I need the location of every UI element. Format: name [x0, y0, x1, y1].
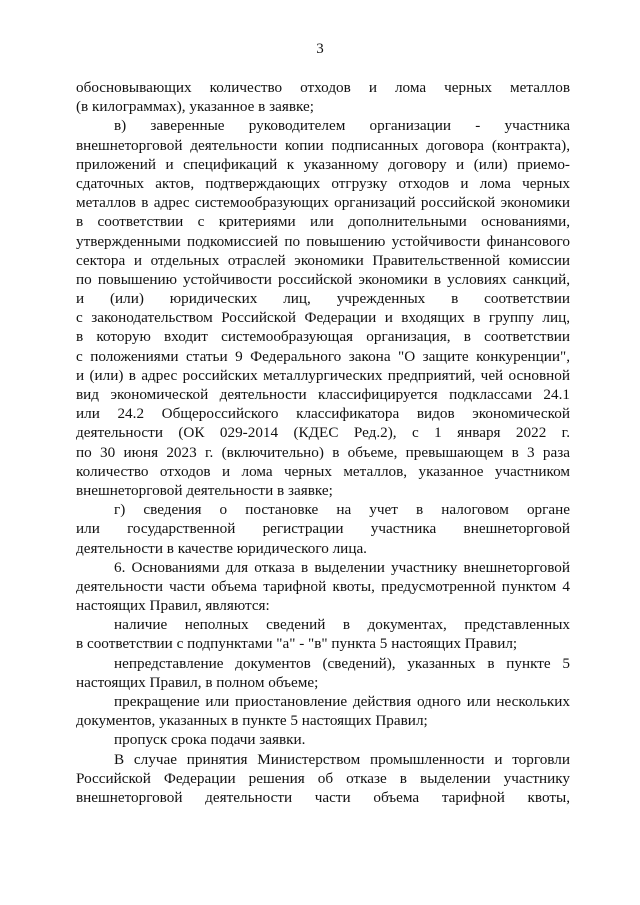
text-line: в которую входит системообразующая организация, в соответствии [76, 328, 570, 346]
text-line: внешнеторговой деятельности части объема тарифной квоты, [76, 788, 570, 806]
text-line: в соответствии с подпунктами "а" - "в" пункта 5 настоящих Правил; [76, 635, 518, 653]
text-line: или 24.2 Общероссийского классификатора видов экономической [76, 405, 570, 423]
paragraph [76, 78, 570, 116]
text-line: металлов в адрес системообразующих организаций российской экономики [76, 194, 570, 212]
text-line: по повышению устойчивости российской экономики в условиях санкций, [76, 270, 570, 288]
text-line: настоящих Правил, в полном объеме; [76, 673, 319, 691]
text-line: по 30 июня 2023 г. (включительно) в объеме, превышающем в 3 раза [76, 443, 570, 461]
text-line: сдаточных актов, подтверждающих отгрузку отходов и лома черных [76, 174, 570, 192]
text-line: (в килограммах), указанное в заявке; [76, 98, 314, 116]
text-line: с положениями статьи 9 Федерального закона "О защите конкуренции", [76, 347, 570, 365]
text-line: утвержденными подкомиссией по повышению устойчивости финансового [76, 232, 570, 250]
text-line: внешнеторговой деятельности в заявке; [76, 481, 333, 499]
paragraph [76, 730, 570, 749]
text-line: деятельности (ОК 029-2014 (КДЕС Ред.2), с 1 января 2022 г. [76, 424, 570, 442]
paragraph [76, 692, 570, 730]
paragraph [76, 750, 570, 808]
text-line: наличие неполных сведений в документах, представленных [114, 616, 570, 634]
text-line: приложений и спецификаций к указанному договору и (или) приемо- [76, 155, 570, 173]
text-line: обосновывающих количество отходов и лома черных металлов [76, 79, 570, 96]
text-line: и (или) в адрес российских металлургических предприятий, чей основной [76, 366, 570, 384]
document-body [76, 78, 570, 807]
paragraph [76, 654, 570, 692]
text-line: в соответствии с критериями или дополнительными основаниями, [76, 213, 570, 231]
text-line: 6. Основаниями для отказа в выделении участнику внешнеторговой [114, 558, 570, 576]
text-line: деятельности в качестве юридического лица. [76, 539, 367, 557]
text-line: вид экономической деятельности классифицируется подклассами 24.1 [76, 386, 570, 403]
text-line: деятельности части объема тарифной квоты, предусмотренной пунктом 4 [76, 577, 570, 595]
text-line: Российской Федерации решения об отказе в выделении участнику [76, 769, 570, 787]
text-line: в) заверенные руководителем организации - участника [114, 117, 570, 135]
text-line: количество отходов и лома черных металлов, указанное участником [76, 462, 570, 480]
paragraph [76, 615, 570, 653]
text-line: и (или) юридических лиц, учрежденных в соответствии [76, 290, 570, 308]
text-line: с законодательством Российской Федерации и входящих в группу лиц, [76, 309, 570, 327]
text-line: непредставление документов (сведений), указанных в пункте 5 [114, 654, 570, 672]
paragraph [76, 500, 570, 558]
text-line: или государственной регистрации участника внешнеторговой [76, 520, 570, 538]
text-line: В случае принятия Министерством промышленности и торговли [114, 750, 570, 768]
text-line: сектора и отдельных отраслей экономики Правительственной комиссии [76, 251, 570, 269]
text-line: документов, указанных в пункте 5 настоящих Правил; [76, 712, 428, 730]
paragraph [76, 558, 570, 616]
paragraph [76, 116, 570, 500]
text-line: внешнеторговой деятельности копии подписанных договора (контракта), [76, 136, 570, 154]
text-line: пропуск срока подачи заявки. [114, 731, 306, 749]
text-line: настоящих Правил, являются: [76, 597, 270, 615]
text-line: г) сведения о постановке на учет в налоговом органе [114, 501, 570, 519]
text-line: прекращение или приостановление действия одного или нескольких [114, 693, 570, 710]
page-number: 3 [316, 41, 324, 57]
